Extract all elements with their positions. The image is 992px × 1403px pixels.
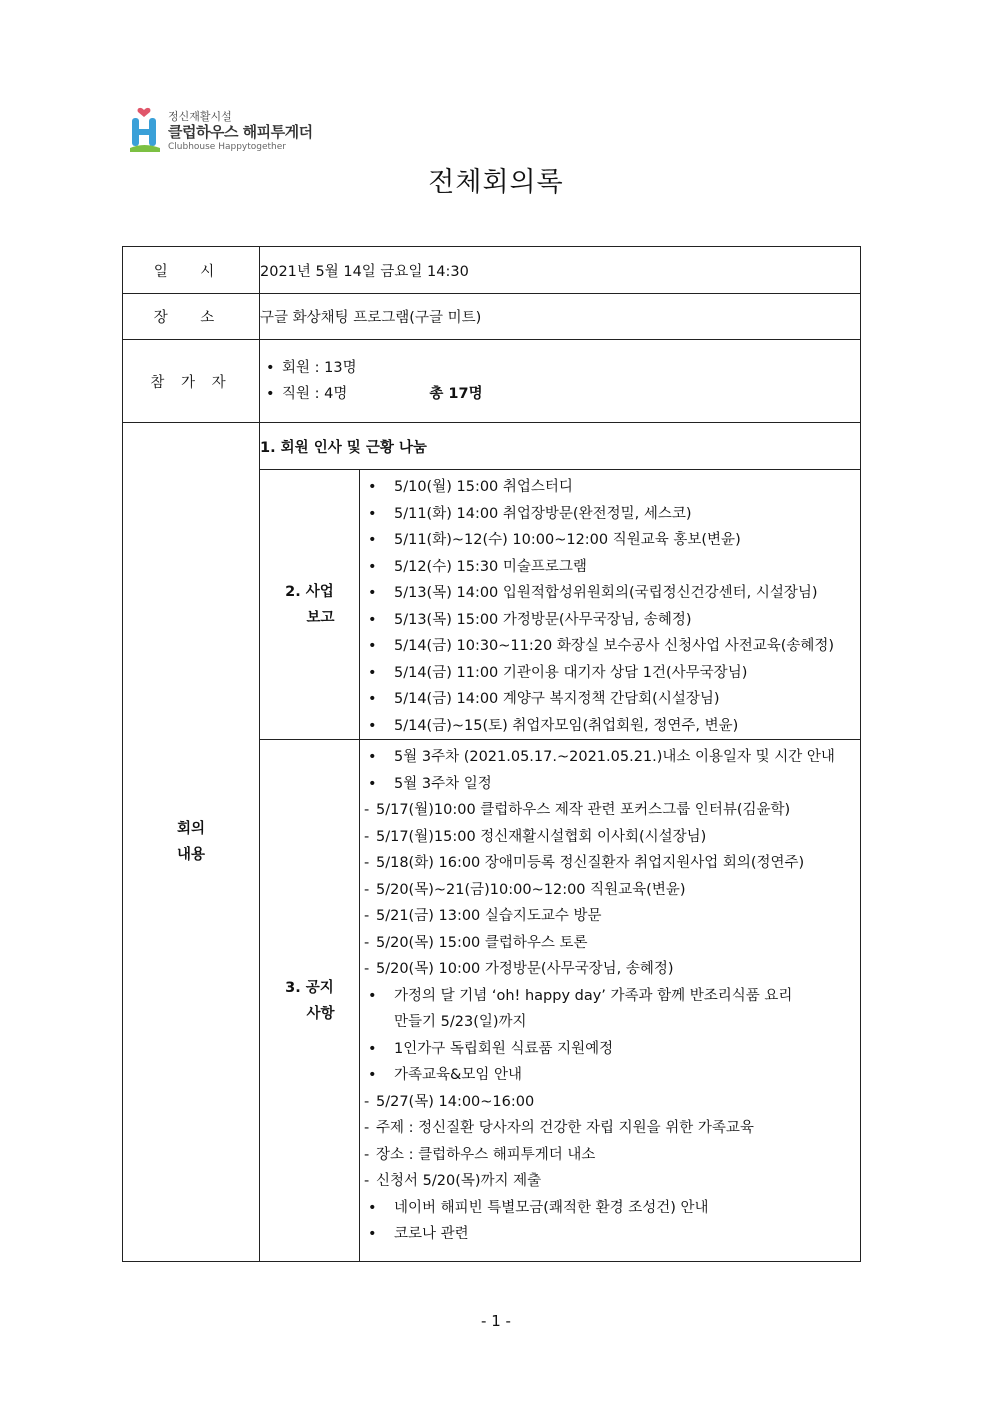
page-number: - 1 - — [481, 1312, 511, 1330]
participants-value — [260, 340, 861, 423]
report-item: • 5/13(목) 15:00 가정방문(사무국장님, 송혜정) — [360, 607, 860, 634]
report-item: • 5/12(수) 15:30 미술프로그램 — [360, 554, 860, 581]
notice-subitem: - 5/27(목) 14:00~16:00 — [360, 1089, 860, 1116]
report-item: • 5/14(금) 14:00 계양구 복지정책 간담회(시설장님) — [360, 686, 860, 713]
report-item: • 5/14(금) 11:00 기관이용 대기자 상담 1건(사무국장님) — [360, 660, 860, 687]
report-item: • 5/14(금)~15(토) 취업자모임(취업회원, 정연주, 변윤) — [360, 713, 860, 740]
section3-content — [360, 740, 861, 1262]
notice-item: • 가정의 달 기념 ‘oh! happy day’ 가족과 함께 반조리식품 요리 — [360, 983, 860, 1010]
report-item: • 5/11(화)~12(수) 10:00~12:00 직원교육 홍보(변윤) — [360, 527, 860, 554]
participants-row — [123, 340, 861, 423]
place-value: 구글 화상채팅 프로그램(구글 미트) — [260, 294, 861, 340]
section2-label: 2. 사업 보고 — [260, 470, 360, 740]
notice-subitem: - 5/20(목) 10:00 가정방문(사무국장님, 송혜정) — [360, 956, 860, 983]
report-item: • 5/14(금) 10:30~11:20 화장실 보수공사 신청사업 사전교육(송혜정) — [360, 633, 860, 660]
report-item: • 5/13(목) 14:00 입원적합성위원회의(국립정신건강센터, 시설장님) — [360, 580, 860, 607]
notice-item: • 네이버 해피빈 특별모금(쾌적한 환경 조성건) 안내 — [360, 1195, 860, 1222]
notice-subitem: - 5/20(목)~21(금)10:00~12:00 직원교육(변윤) — [360, 877, 860, 904]
participants-members: • 회원 : 13명 — [260, 355, 860, 381]
participants-total: 총 17명 — [429, 386, 483, 402]
meeting-content-label: 회의 내용 — [123, 423, 260, 1262]
notice-item: • 코로나 관련 — [360, 1221, 860, 1248]
logo-name: 클럽하우스 해피투게더 — [168, 123, 313, 141]
notice-subitem: - 주제 : 정신질환 당사자의 건강한 자립 지원을 위한 가족교육 — [360, 1115, 860, 1142]
notice-subitem: - 5/20(목) 15:00 클럽하우스 토론 — [360, 930, 860, 957]
date-label: 일 시 — [123, 247, 260, 294]
date-row — [123, 247, 861, 294]
participants-label: 참 가 자 — [123, 340, 260, 423]
notice-subitem: - 장소 : 클럽하우스 해피투게더 내소 — [360, 1142, 860, 1169]
section3-list — [360, 740, 860, 1248]
section1-row — [123, 423, 861, 470]
section2-content — [360, 470, 861, 740]
date-value: 2021년 5월 14일 금요일 14:30 — [260, 247, 861, 294]
logo-english-name: Clubhouse Happytogether — [168, 142, 286, 152]
notice-item: • 1인가구 독립회원 식료품 지원예정 — [360, 1036, 860, 1063]
section1-title: 1. 회원 인사 및 근황 나눔 — [260, 423, 861, 470]
logo-subtitle: 정신재활시설 — [168, 110, 232, 123]
organization-logo — [128, 104, 328, 156]
minutes-table — [122, 246, 861, 1262]
place-label: 장 소 — [123, 294, 260, 340]
report-item: • 5/10(월) 15:00 취업스터디 — [360, 474, 860, 501]
participants-staff: • 직원 : 4명 총 17명 — [260, 381, 860, 407]
notice-item: • 5월 3주차 (2021.05.17.~2021.05.21.)내소 이용일자 및 시간 안내 — [360, 744, 860, 771]
section2-list — [360, 470, 860, 739]
notice-subitem: - 5/21(금) 13:00 실습지도교수 방문 — [360, 903, 860, 930]
logo-h-icon — [128, 104, 162, 154]
notice-subitem: - 5/18(화) 16:00 장애미등록 정신질환자 취업지원사업 회의(정연주) — [360, 850, 860, 877]
report-item: • 5/11(화) 14:00 취업장방문(완전정밀, 세스코) — [360, 501, 860, 528]
section3-label: 3. 공지 사항 — [260, 740, 360, 1262]
place-row — [123, 294, 861, 340]
notice-subitem: - 5/17(월)10:00 클럽하우스 제작 관련 포커스그룹 인터뷰(김윤학) — [360, 797, 860, 824]
notice-item-continuation: 만들기 5/23(일)까지 — [394, 1014, 527, 1030]
document-title: 전체회의록 — [428, 167, 564, 198]
notice-subitem: - 신청서 5/20(목)까지 제출 — [360, 1168, 860, 1195]
notice-item: • 가족교육&모임 안내 — [360, 1062, 860, 1089]
notice-item: • 5월 3주차 일정 — [360, 771, 860, 798]
notice-subitem: - 5/17(월)15:00 정신재활시설협회 이사회(시설장님) — [360, 824, 860, 851]
